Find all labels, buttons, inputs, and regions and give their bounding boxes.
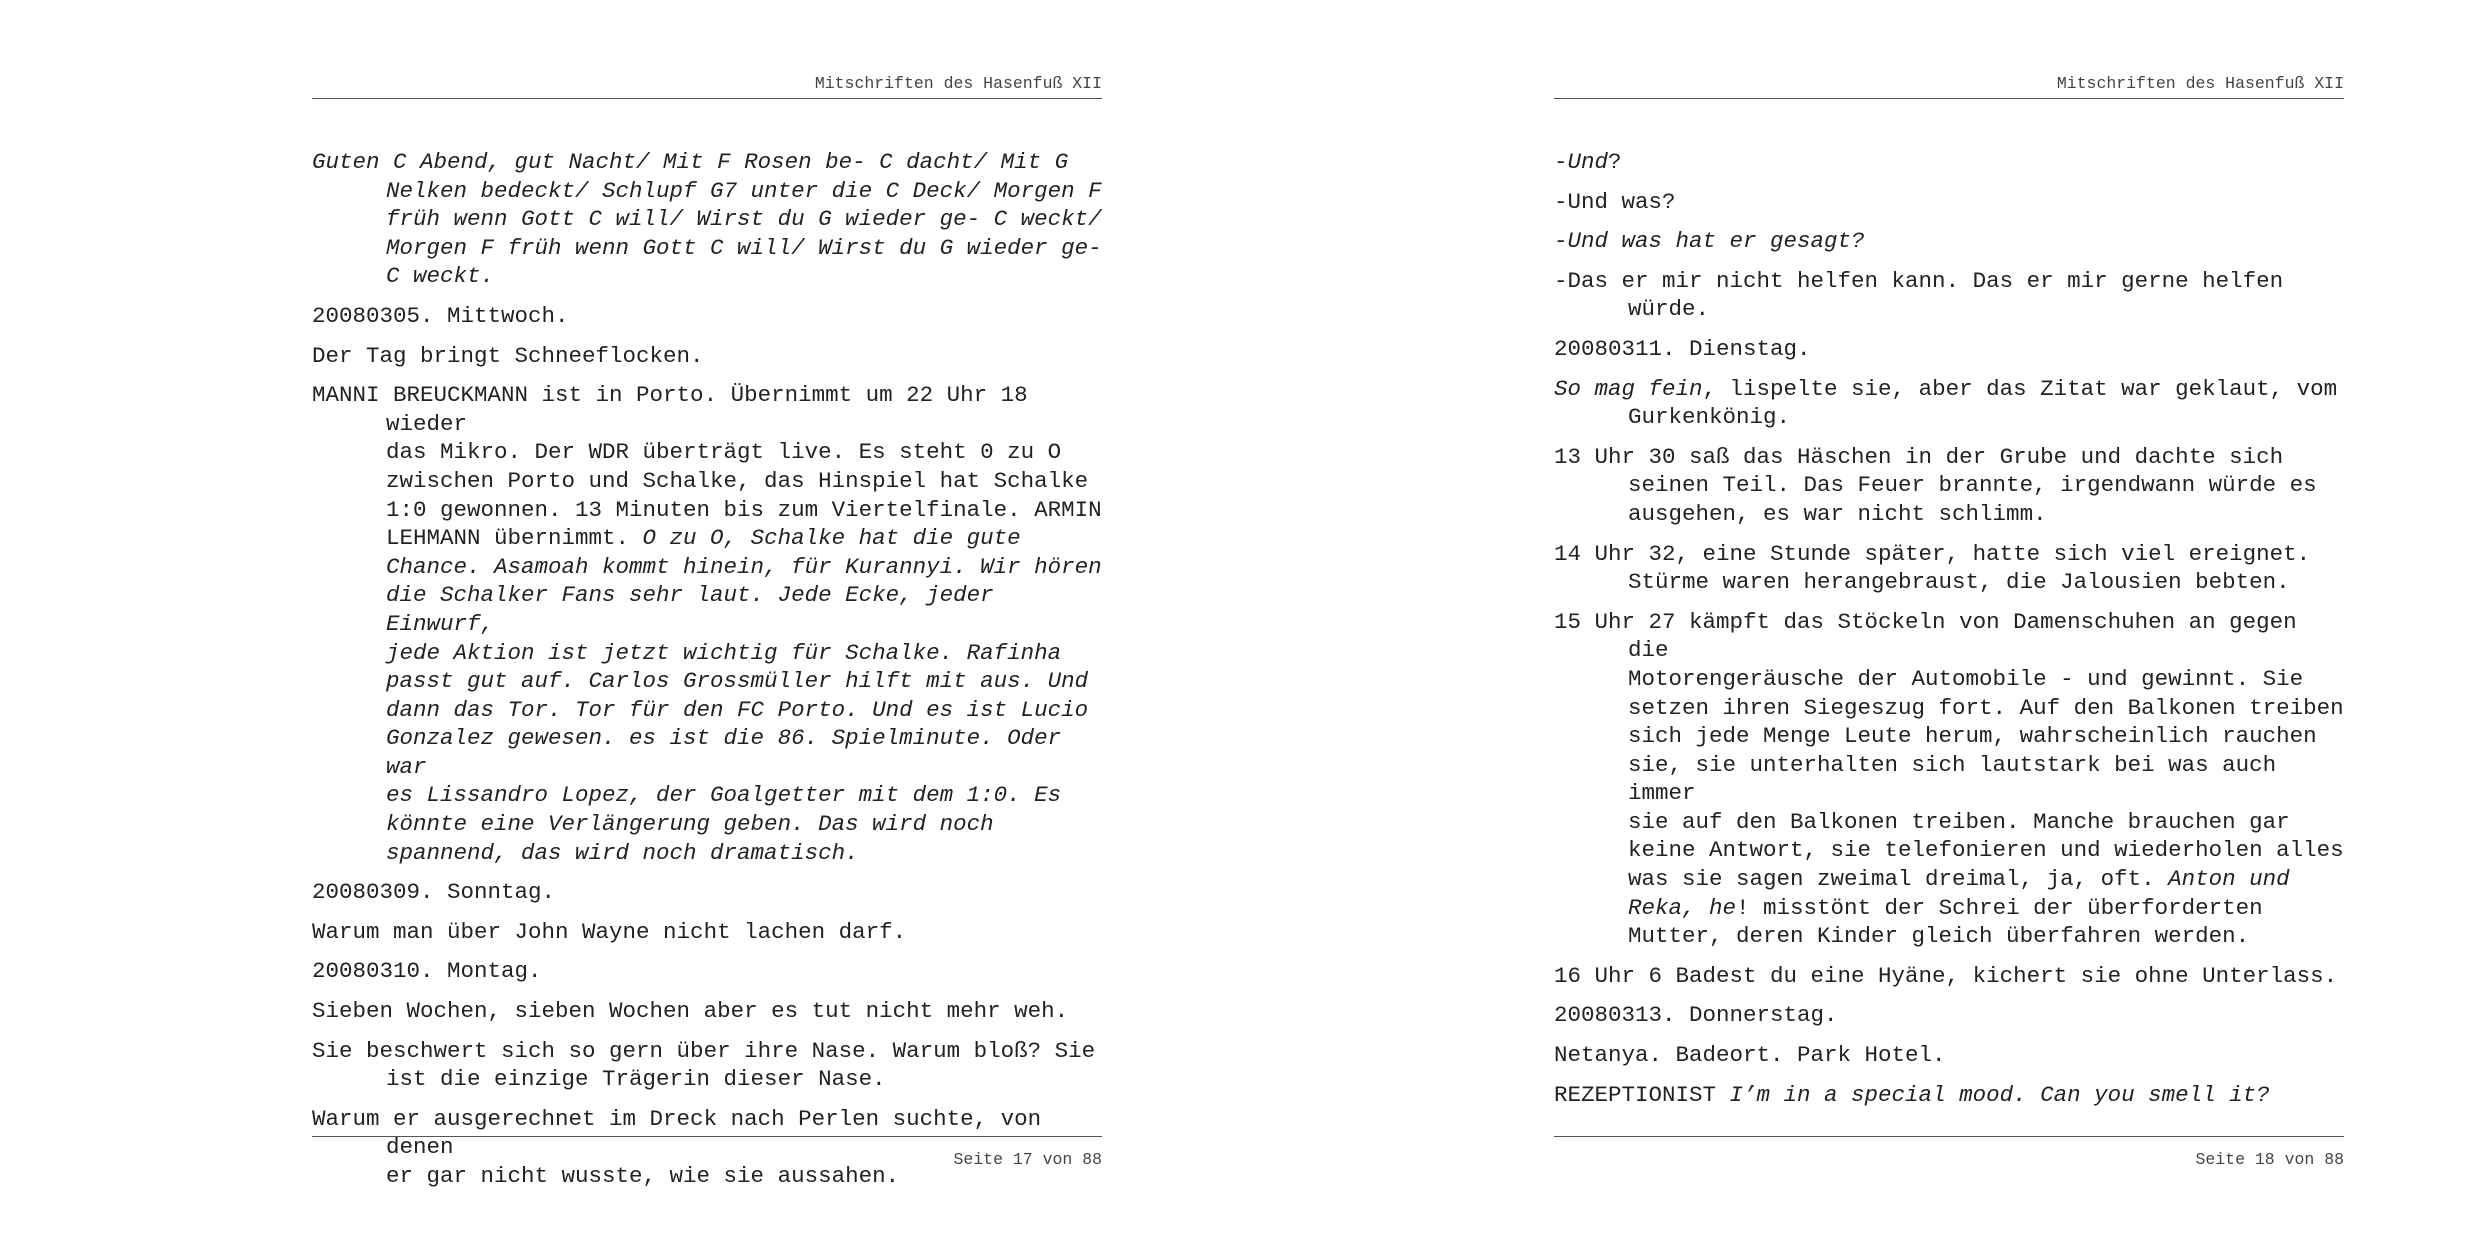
date-entry: 20080310. Montag. — [312, 958, 542, 985]
date-entry: 20080305. Mittwoch. — [312, 302, 569, 329]
text-paragraph: 13 Uhr 30 saß das Häschen in der Grube und dachte sich seinen Teil. Das Feuer brannte, irgendwann würde es ausgehen, es war nicht schlimm. — [1554, 443, 2317, 527]
date-entry: 20080309. Sonntag. — [312, 879, 556, 906]
header-rule — [312, 98, 1102, 99]
dialogue-line: -Und was hat er gesagt? — [1554, 228, 1865, 255]
date-entry: 20080311. Dienstag. — [1554, 335, 1811, 362]
dialogue-line: -Das er mir nicht helfen kann. Das er mir gerne helfen würde. — [1554, 267, 2284, 323]
text-paragraph: Sie beschwert sich so gern über ihre Nase. Warum bloß? Sie ist die einzige Trägerin dieser Nase. — [312, 1037, 1096, 1093]
dialogue-line: -Und? — [1554, 149, 1622, 175]
text-paragraph: Netanya. Badeort. Park Hotel. — [1554, 1042, 1946, 1069]
text-paragraph: REZEPTIONIST I’m in a special mood. Can you smell it? — [1554, 1081, 2270, 1108]
text-paragraph: So mag fein, lispelte sie, aber das Zitat war geklaut, vom Gurkenkönig. — [1554, 375, 2338, 431]
text-paragraph: Warum er ausgerechnet im Dreck nach Perlen suchte, von denen er gar nicht wusste, wie sie aussahen. — [312, 1105, 1042, 1189]
text-paragraph: Der Tag bringt Schneeflocken. — [312, 342, 704, 369]
text-paragraph: Sieben Wochen, sieben Wochen aber es tut nicht mehr weh. — [312, 998, 1069, 1025]
header-rule — [1554, 98, 2344, 99]
football-commentary: MANNI BREUCKMANN ist in Porto. Übernimmt um 22 Uhr 18 wieder das Mikro. Der WDR überträgt live. Es steht 0 zu O zwischen Porto und Schalke, das Hinspiel hat Schalke 1:0 gewonnen. 13 Minuten bis zum Viertelfinale. ARMIN LEHMANN übernimmt. O zu O, Schalke hat die gute Chance. Asamoah kommt hinein, für Kurannyi. Wir hören die Schalker Fans sehr laut. Jede Ecke, jeder Einwurf, jede Aktion ist jetzt wichtig für Schalke. Rafinha passt gut auf. Carlos Grossmüller hilft mit aus. Und dann das Tor. Tor für den FC Porto. Und es ist Lucio Gonzalez gewesen. es ist die 86. Spielminute. Oder war es Lissandro Lopez, der Goalgetter mit dem 1:0. Es könnte eine Verlängerung geben. Das wird noch spannend, das wird noch dramatisch. — [312, 382, 1102, 866]
text-paragraph: 16 Uhr 6 Badest du eine Hyäne, kichert sie ohne Unterlass. — [1554, 962, 2338, 989]
page-number: Seite 17 von 88 — [953, 1150, 1102, 1169]
dialogue-line: -Und was? — [1554, 188, 1676, 215]
right-page — [1554, 0, 2344, 1240]
page-number: Seite 18 von 88 — [2195, 1150, 2344, 1169]
page-body — [312, 148, 1102, 1202]
text-paragraph: 14 Uhr 32, eine Stunde später, hatte sich viel ereignet. Stürme waren herangebraust, die Jalousien bebten. — [1554, 540, 2311, 596]
text-paragraph: 15 Uhr 27 kämpft das Stöckeln von Damenschuhen an gegen die Motorengeräusche der Automobile - und gewinnt. Sie setzen ihren Siegeszug fort. Auf den Balkonen treiben sich jede Menge Leute herum, wahrscheinlich rauchen sie, sie unterhalten sich lautstark bei was auch immer sie auf den Balkonen treiben. Manche brauchen gar keine Antwort, sie telefonieren und wiederholen alles was sie sagen zweimal dreimal, ja, oft. Anton und Reka, he! misstönt der Schrei der überforderten Mutter, deren Kinder gleich überfahren werden. — [1554, 608, 2344, 950]
running-header: Mitschriften des Hasenfuß XII — [814, 74, 1102, 93]
text-paragraph: Warum man über John Wayne nicht lachen darf. — [312, 918, 907, 945]
date-entry: 20080313. Donnerstag. — [1554, 1002, 1838, 1029]
page-body — [1554, 148, 2344, 1120]
running-header: Mitschriften des Hasenfuß XII — [2056, 74, 2344, 93]
footer-rule — [1554, 1136, 2344, 1137]
left-page — [312, 0, 1102, 1240]
footer-rule — [312, 1136, 1102, 1137]
song-lyrics: Guten C Abend, gut Nacht/ Mit F Rosen be- C dacht/ Mit G Nelken bedeckt/ Schlupf G7 unter die C Deck/ Morgen F früh wenn Gott C will/ Wirst du G wieder ge- C weckt/ Morgen F früh wenn Gott C will/ Wirst du G wieder ge- C weckt. — [312, 149, 1102, 290]
